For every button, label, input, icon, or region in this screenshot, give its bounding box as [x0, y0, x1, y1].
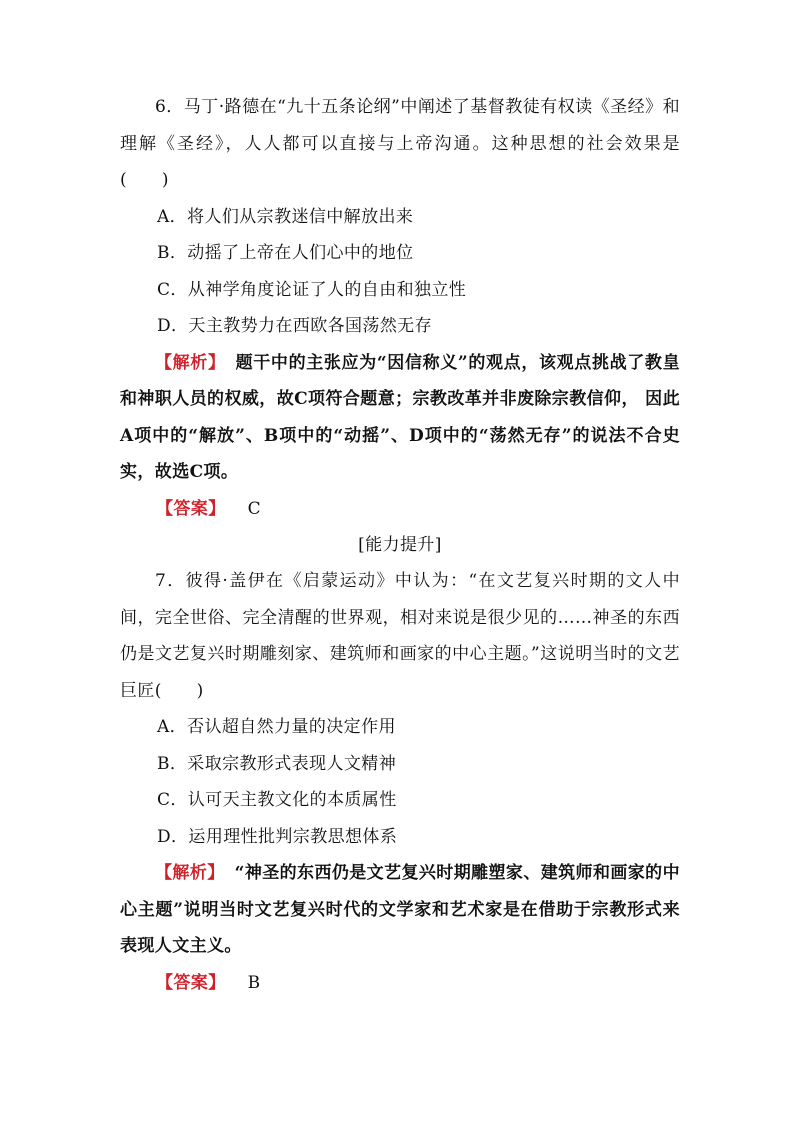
answer-value: C — [247, 498, 262, 519]
analysis-label: 【解析】 — [155, 863, 225, 883]
question-6-stem: 6．马丁·路德在“九十五条论纲”中阐述了基督教徒有权读《圣经》和理解《圣经》，人人都可以直接与上帝沟通。这种思想的社会效果是( ) — [120, 97, 680, 190]
question-7-answer — [120, 965, 680, 1002]
analysis-text: “神圣的东西仍是文艺复兴时期雕塑家、建筑师和画家的中心主题”说明当时文艺复兴时代的文学家和艺术家是在借助于宗教形式来表现人文主义。 — [120, 863, 680, 956]
question-7-option-a: A．否认超自然力量的决定作用 — [157, 717, 396, 737]
question-6-option-d: D．天主教势力在西欧各国荡然无存 — [157, 316, 433, 336]
question-6-analysis — [120, 345, 680, 491]
question-6-option-a: A．将人们从宗教迷信中解放出来 — [157, 206, 414, 227]
question-7-option-b: B．采取宗教形式表现人文精神 — [157, 753, 397, 774]
question-6-option-c: C．从神学角度论证了人的自由和独立性 — [157, 279, 467, 300]
question-6-answer — [120, 491, 680, 528]
section-title: [能力提升] — [358, 535, 442, 555]
question-6 — [120, 89, 680, 527]
question-6-option-b: B．动摇了上帝在人们心中的地位 — [157, 243, 414, 263]
answer-label: 【答案】 — [156, 972, 226, 993]
answer-label: 【答案】 — [156, 498, 226, 519]
section-header — [120, 527, 680, 564]
question-7-analysis — [120, 855, 680, 965]
question-7-option-d: D．运用理性批判宗教思想体系 — [157, 826, 398, 847]
question-7 — [120, 563, 680, 1001]
question-7-option-c: C．认可天主教文化的本质属性 — [157, 790, 397, 810]
answer-value: B — [247, 972, 261, 993]
analysis-text: 题干中的主张应为“因信称义”的观点，该观点挑战了教皇和神职人员的权威，故C项符合题意；宗教改革并非废除宗教信仰， 因此A项中的“解放”、B项中的“动摇”、D项中的“荡然无存”的说法不合史实，故选C项。 — [120, 352, 680, 482]
analysis-label: 【解析】 — [155, 352, 226, 373]
question-7-stem: 7．彼得·盖伊在《启蒙运动》中认为：“在文艺复兴时期的文人中间，完全世俗、完全清醒的世界观，相对来说是很少见的……神圣的东西仍是文艺复兴时期雕刻家、建筑师和画家的中心主题。”这说明当时的文艺巨匠( ) — [120, 571, 680, 701]
